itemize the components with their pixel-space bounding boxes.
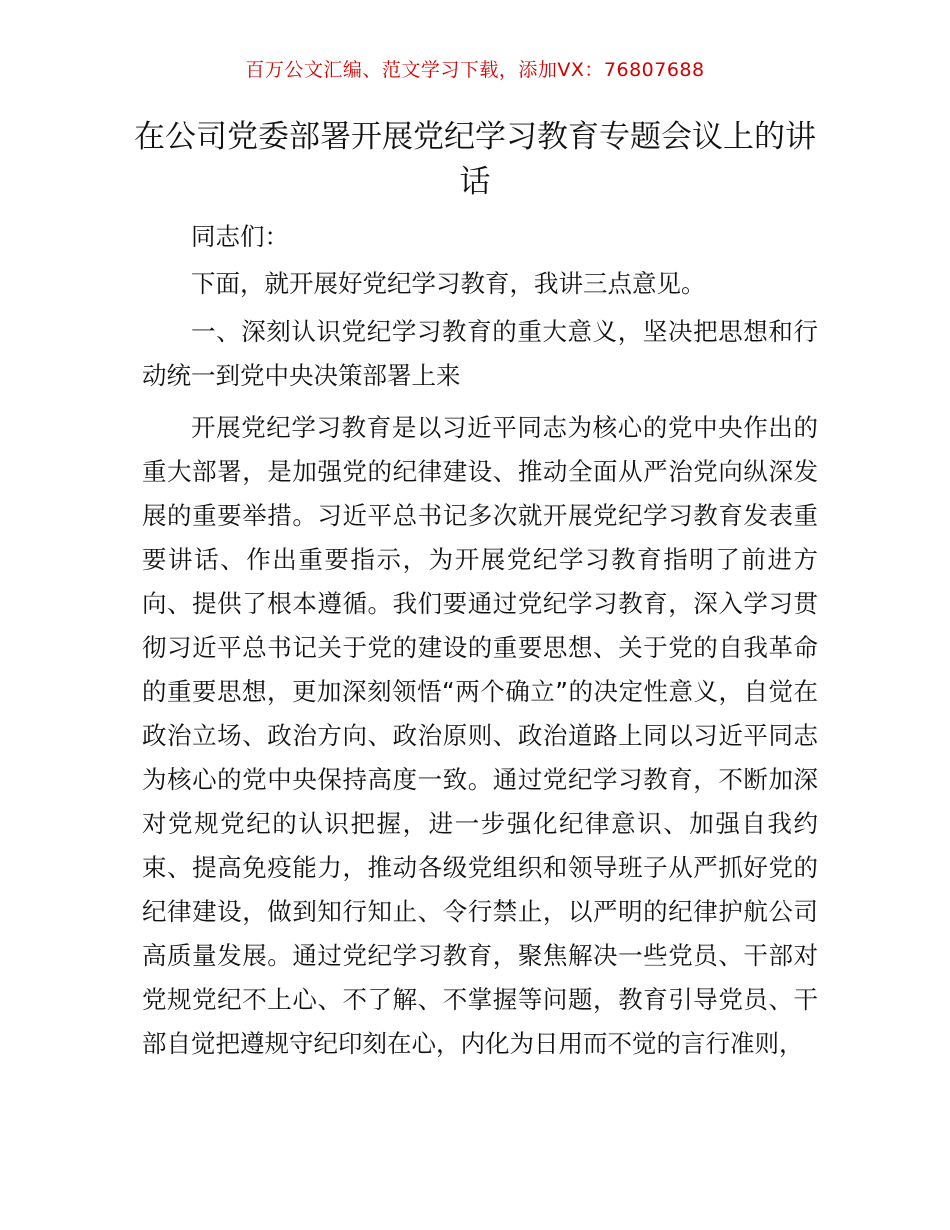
section-heading: 一、深刻认识党纪学习教育的重大意义，坚决把思想和行动统一到党中央决策部署上来 (142, 317, 818, 390)
document-body (142, 215, 818, 1069)
watermark-banner: 百万公文汇编、范文学习下载，添加VX：76807688 (245, 59, 705, 81)
section-paragraph: 开展党纪学习教育是以习近平同志为核心的党中央作出的重大部署，是加强党的纪律建设、推动全面从严治党向纵深发展的重要举措。习近平总书记多次就开展党纪学习教育发表重要讲话、作出重要指示，为开展党纪学习教育指明了前进方向、提供了根本遵循。我们要通过党纪学习教育，深入学习贯彻习近平总书记关于党的建设的重要思想、关于党的自我革命的重要思想，更加深刻领悟“两个确立”的决定性意义，自觉在政治立场、政治方向、政治原则、政治道路上同以习近平同志为核心的党中央保持高度一致。通过党纪学习教育，不断加深对党规党纪的认识把握，进一步强化纪律意识、加强自我约束、提高免疫能力，推动各级党组织和领导班子从严抓好党的纪律建设，做到知行知止、令行禁止，以严明的纪律护航公司高质量发展。通过党纪学习教育，聚焦解决一些党员、干部对党规党纪不上心、不了解、不掌握等问题，教育引导党员、干部自觉把遵规守纪印刻在心，内化为日用而不觉的言行准则， (142, 413, 818, 1058)
intro-paragraph: 下面，就开展好党纪学习教育，我讲三点意见。 (191, 269, 706, 298)
salutation: 同志们： (191, 222, 289, 251)
document-title: 在公司党委部署开展党纪学习教育专题会议上的讲话 (134, 119, 816, 200)
